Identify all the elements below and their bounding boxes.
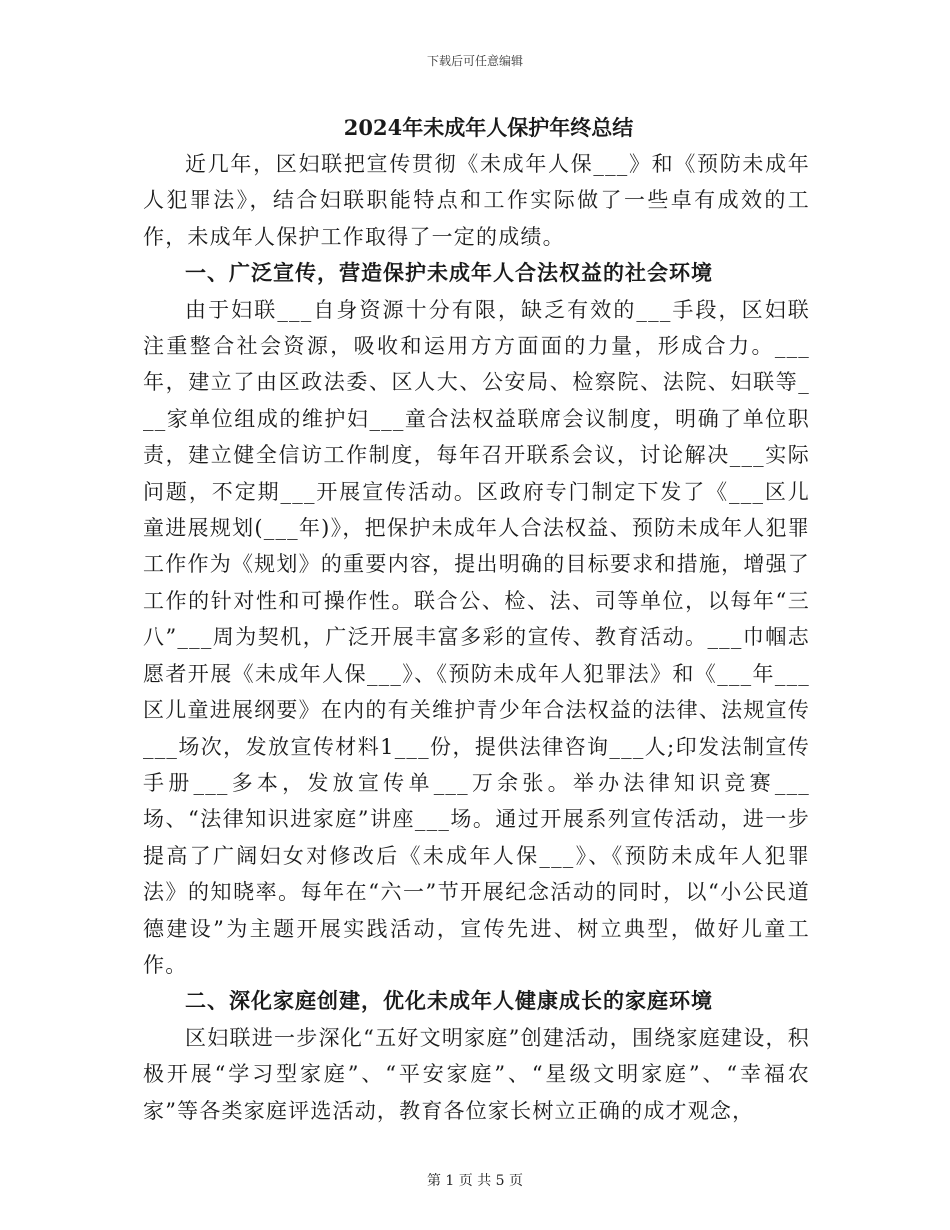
header-note: 下载后可任意编辑 [426,54,523,68]
page-number-footer: 第 1 页 共 5 页 [426,1173,524,1189]
document-body [143,110,810,1129]
section-2-paragraph: 区妇联进一步深化“五好文明家庭”创建活动，围绕家庭建设，积极开展“学习型家庭”、“平安家庭”、“星级文明家庭”、“幸福农家”等各类家庭评选活动，教育各位家长树立正确的成才观念， [143,1025,810,1123]
document-title: 2024年未成年人保护年终总结 [343,115,634,140]
section-1-paragraph: 由于妇联___自身资源十分有限，缺乏有效的___手段，区妇联注重整合社会资源，吸收和运用方方面面的力量，形成合力。___年，建立了由区政法委、区人大、公安局、检察院、法院、妇联等___家单位组成的维护妇___童合法权益联席会议制度，明确了单位职责，建立健全信访工作制度，每年召开联系会议，讨论解决___实际问题，不定期___开展宣传活动。区政府专门制定下发了《___区儿童进展规划(___年)》，把保护未成年人合法权益、预防未成年人犯罪工作作为《规划》的重要内容，提出明确的目标要求和措施，增强了工作的针对性和可操作性。联合公、检、法、司等单位，以每年“三八”___周为契机，广泛开展丰富多彩的宣传、教育活动。___巾帼志愿者开展《未成年人保___》、《预防未成年人犯罪法》和《___年___区儿童进展纲要》在内的有关维护青少年合法权益的法律、法规宣传___场次，发放宣传材料1___份，提供法律咨询___人;印发法制宣传手册___多本，发放宣传单___万余张。举办法律知识竞赛___场、“法律知识进家庭”讲座___场。通过开展系列宣传活动，进一步提高了广阔妇女对修改后《未成年人保___》、《预防未成年人犯罪法》的知晓率。每年在“六一”节开展纪念活动的同时，以“小公民道德建设”为主题开展实践活动，宣传先进、树立典型，做好儿童工作。 [143,297,810,977]
intro-paragraph: 近几年，区妇联把宣传贯彻《未成年人保___》和《预防未成年人犯罪法》，结合妇联职能特点和工作实际做了一些卓有成效的工作，未成年人保护工作取得了一定的成绩。 [143,152,810,249]
section-1-heading: 一、广泛宣传，营造保护未成年人合法权益的社会环境 [185,260,713,286]
section-2-heading: 二、深化家庭创建，优化未成年人健康成长的家庭环境 [185,988,713,1014]
